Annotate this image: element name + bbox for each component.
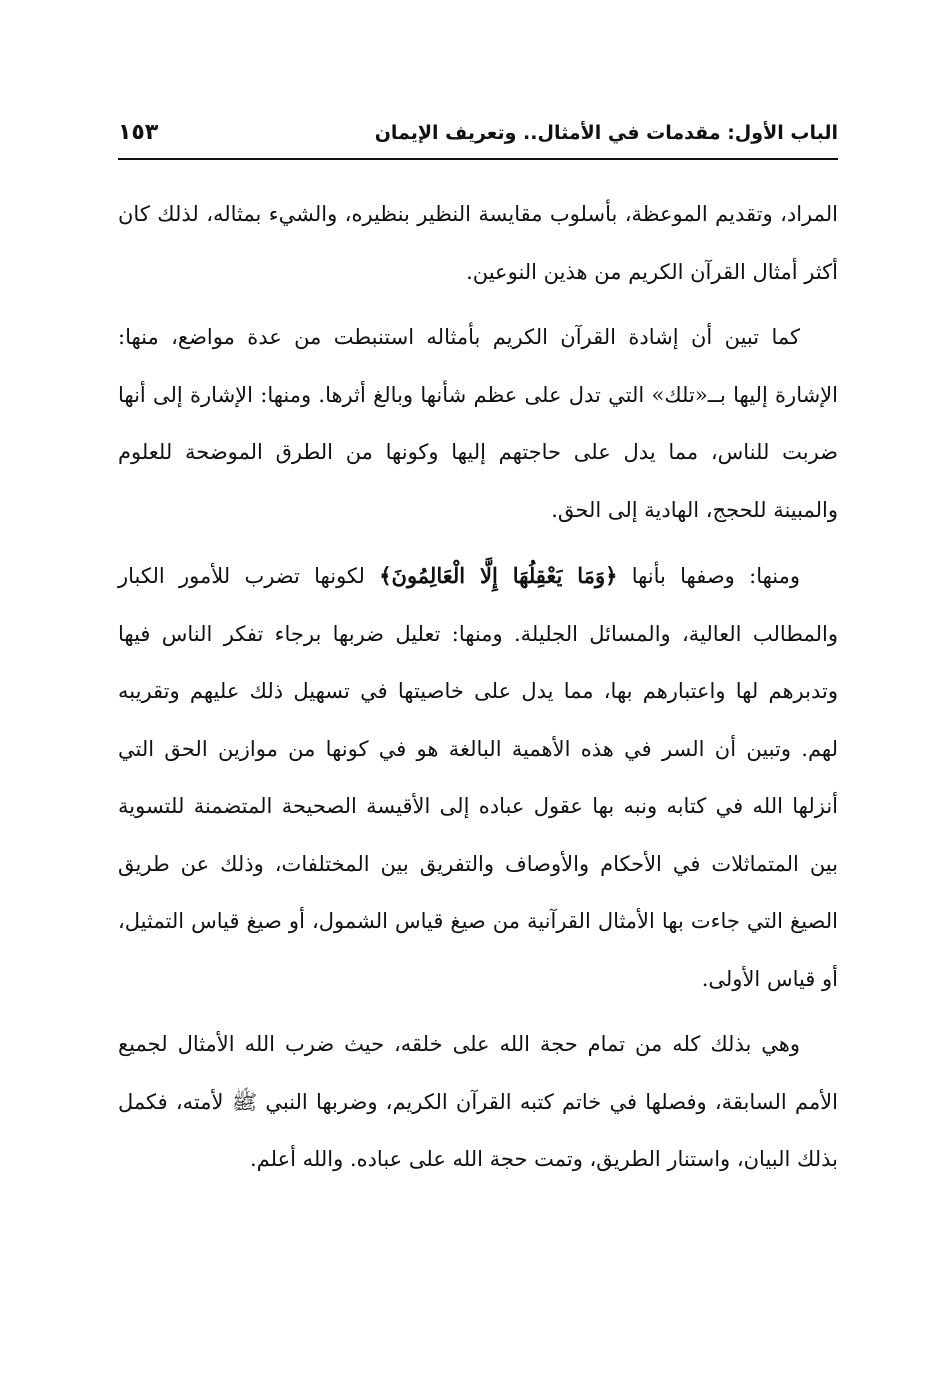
chapter-title: الباب الأول: مقدمات في الأمثال.. وتعريف الإيمان <box>374 122 838 144</box>
page-number: ١٥٣ <box>118 120 159 145</box>
quran-verse: ﴿وَمَا يَعْقِلُهَا إِلَّا الْعَالِمُونَ﴾ <box>379 563 618 588</box>
paragraph-2: كما تبين أن إشادة القرآن الكريم بأمثاله استنبطت من عدة مواضع، منها: الإشارة إليها بــ«تلك» التي تدل على عظم شأنها وبالغ أثرها. ومنها: الإشارة إلى أنها ضربت للناس، مما يدل على حاجتهم إليها وكونها من الطرق الموضحة للعلوم والمبينة للحجج، الهادية إلى الحق. <box>118 325 838 522</box>
page-body <box>118 186 838 1189</box>
running-header <box>118 118 838 160</box>
paragraph-3 <box>118 547 838 1008</box>
paragraph-3-intro: ومنها: وصفها بأنها <box>617 564 800 588</box>
book-page <box>118 118 838 1189</box>
paragraph-4: وهي بذلك كله من تمام حجة الله على خلقه، حيث ضرب الله الأمثال لجميع الأمم السابقة، وفصلها في خاتم كتبه القرآن الكريم، وضربها النبي ﷺ لأمته، فكمل بذلك البيان، واستنار الطريق، وتمت حجة الله على عباده. والله أعلم. <box>118 1032 838 1171</box>
paragraph-3-body: لكونها تضرب للأمور الكبار والمطالب العالية، والمسائل الجليلة. ومنها: تعليل ضربها برجاء تفكر الناس فيها وتدبرهم لها واعتبارهم بها، مما يدل على خاصيتها في تسهيل ذلك عليهم وتقريبه لهم. وتبين أن السر في هذه الأهمية البالغة هو في كونها من موازين الحق التي أنزلها الله في كتابه ونبه بها عقول عباده إلى الأقيسة الصحيحة المتضمنة للتسوية بين المتماثلات في الأحكام والأوصاف والتفريق بين المختلفات، وذلك عن طريق الصيغ التي جاءت بها الأمثال القرآنية من صيغ قياس الشمول، أو صيغ قياس التمثيل، أو قياس الأولى. <box>118 564 838 991</box>
paragraph-1: المراد، وتقديم الموعظة، بأسلوب مقايسة النظير بنظيره، والشيء بمثاله، لذلك كان أكثر أمثال القرآن الكريم من هذين النوعين. <box>118 202 838 284</box>
